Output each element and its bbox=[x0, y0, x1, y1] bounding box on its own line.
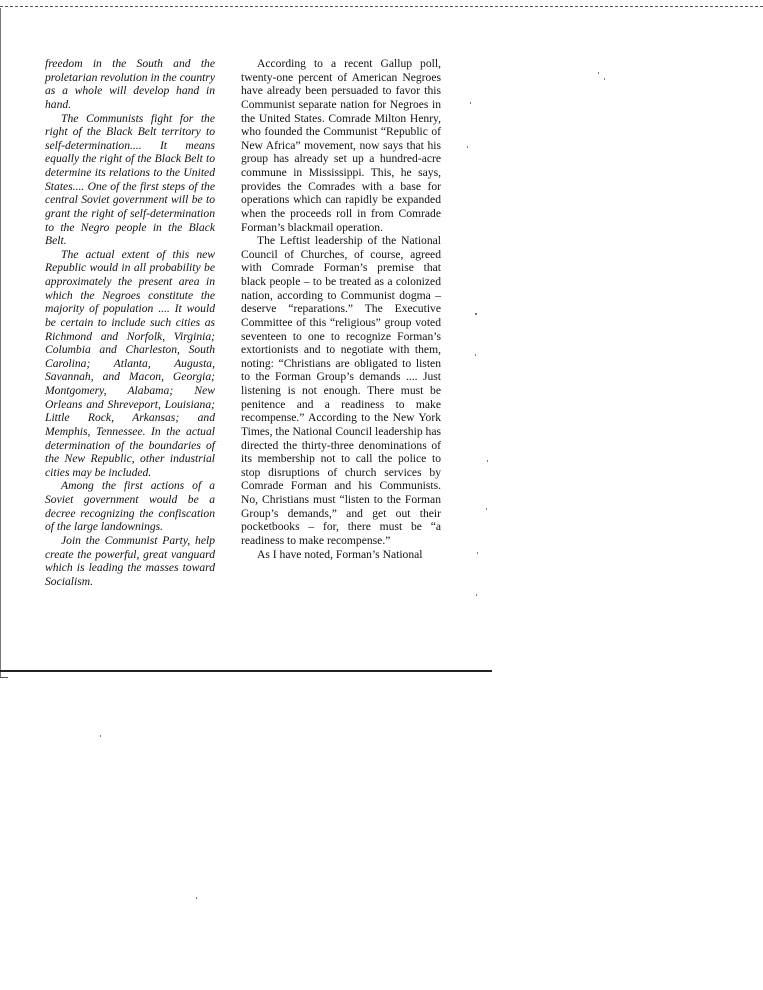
scan-speck bbox=[470, 102, 471, 104]
left-paragraph-4: Among the first actions of a Soviet government would be a decree recognizing the confiscation of the large landownings. bbox=[45, 479, 215, 534]
scan-speck bbox=[604, 78, 605, 80]
scan-speck bbox=[475, 354, 476, 356]
scan-speck bbox=[598, 72, 599, 74]
scan-speck bbox=[487, 460, 488, 462]
right-paragraph-2: The Leftist leadership of the National Council of Churches, of course, agreed with Comrade Forman’s premise that black people – to be treated as a colonized nation, according to Communist dogma – deserve “reparations.” The Executive Committee of this “religious” group voted seventeen to one to recognize Forman’s extortionists and to negotiate with them, noting: “Christians are obligated to listen to the Forman Group’s demands .... Just listening is not enough. There must be penitence and a readiness to make recompense.” According to the New York Times, the National Council leadership has directed the thirty-three denominations of its membership not to call the police to stop disruptions of church services by Comrade Forman and his Communists. No, Christians must “listen to the Forman Group’s demands,” and get out their pocketbooks – for, there must be “a readiness to make recompense.” bbox=[241, 234, 441, 547]
left-paragraph-1: freedom in the South and the proletarian revolution in the country as a whole will develop hand in hand. bbox=[45, 57, 215, 111]
scan-speck bbox=[196, 897, 197, 899]
top-border-rule bbox=[0, 6, 763, 7]
bottom-border-rule-thin bbox=[0, 677, 8, 678]
scan-speck bbox=[475, 313, 477, 315]
left-paragraph-3: The actual extent of this new Republic would in all probability be approximately the present area in which the Negroes constitute the majority of population .... It would be certain to include such cities as Richmond and Norfolk, Virginia; Columbia and Charleston, South Carolina; Atlanta, Augusta, Savannah, and Macon, Georgia; Montgomery, Alabama; New Orleans and Shreveport, Louisiana; Little Rock, Arkansas; and Memphis, Tennessee. In the actual determination of the boundaries of the New Republic, other industrial cities may be included. bbox=[45, 247, 215, 479]
scan-speck bbox=[467, 146, 468, 148]
left-text-column bbox=[45, 57, 215, 588]
left-paragraph-5: Join the Communist Party, help create the powerful, great vanguard which is leading the masses toward Socialism. bbox=[45, 533, 215, 588]
left-paragraph-2: The Communists fight for the right of the Black Belt territory to self-determination.... It means equally the right of the Black Belt to determine its relations to the United States.... One of the first steps of the central Soviet government will be to grant the right of self-determination to the Negro people in the Black Belt. bbox=[45, 111, 215, 248]
scan-speck bbox=[100, 735, 101, 737]
right-text-column bbox=[241, 57, 441, 561]
right-paragraph-3: As I have noted, Forman’s National bbox=[257, 547, 423, 561]
scan-speck bbox=[477, 552, 478, 554]
bottom-border-rule bbox=[0, 670, 492, 672]
scan-speck bbox=[486, 508, 487, 510]
scan-speck bbox=[476, 594, 477, 596]
right-paragraph-1: According to a recent Gallup poll, twenty-one percent of American Negroes have already been persuaded to favor this Communist separate nation for Negroes in the United States. Comrade Milton Henry, who founded the Communist “Republic of New Africa” movement, now says that his group has already set up a hundred-acre commune in Mississippi. This, he says, provides the Comrades with a base for operations which can rapidly be expanded when the proceeds roll in from Comrade Forman’s blackmail operation. bbox=[241, 57, 441, 234]
left-border-rule bbox=[0, 8, 1, 678]
